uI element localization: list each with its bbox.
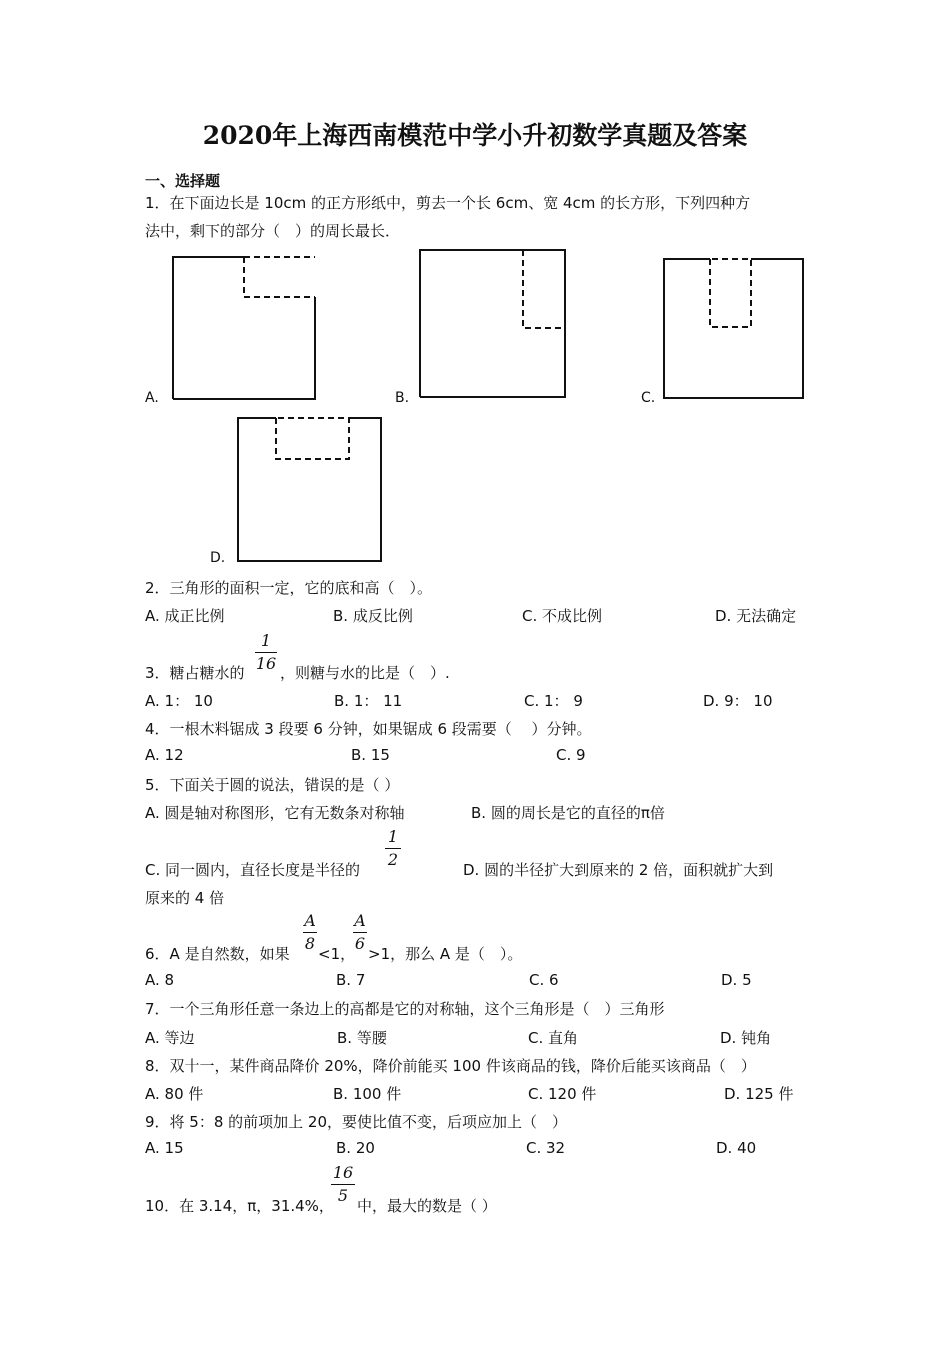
q8-stem: 8．双十一，某件商品降价 20%，降价前能买 100 件该商品的钱，降价后能买该商品（ ） <box>145 1057 756 1075</box>
q5-stem: 5．下面关于圆的说法，错误的是（ ） <box>145 776 400 794</box>
q8-option-d: D. 125 件 <box>724 1085 794 1103</box>
q3-frac-num: 1 <box>260 631 272 650</box>
q2-option-c: C. 不成比例 <box>522 607 603 625</box>
page-title: 2020年上海西南模范中学小升初数学真题及答案 <box>202 121 748 150</box>
q1-label-b: B. <box>395 390 410 406</box>
figure-c <box>662 256 806 400</box>
q8-option-b: B. 100 件 <box>333 1085 402 1103</box>
q2-option-a: A. 成正比例 <box>145 607 225 625</box>
q4-option-b: B. 15 <box>351 746 390 764</box>
figure-a <box>172 255 318 401</box>
q1-label-c: C. <box>641 390 656 406</box>
q9-option-b: B. 20 <box>336 1139 375 1157</box>
figure-d <box>236 416 384 564</box>
q10-stem-post: 中，最大的数是（ ） <box>357 1197 497 1215</box>
q6-option-a: A. 8 <box>145 971 175 989</box>
q1-stem-line1: 1．在下面边长是 10cm 的正方形纸中，剪去一个长 6cm、宽 4cm 的长方形，下列四种方 <box>145 194 751 212</box>
q7-option-c: C. 直角 <box>528 1029 579 1047</box>
q6-f2-num: A <box>354 911 366 930</box>
q10-stem-pre: 10．在 3.14，π，31.4%， <box>145 1197 334 1215</box>
q10-frac-den: 5 <box>337 1186 349 1205</box>
q3-option-c: C. 1： 9 <box>524 692 583 710</box>
q3-option-a: A. 1： 10 <box>145 692 213 710</box>
q9-option-a: A. 15 <box>145 1139 184 1157</box>
q3-option-b: B. 1： 11 <box>334 692 403 710</box>
q6-stem-post: >1，那么 A 是（ ）。 <box>368 945 523 963</box>
q7-option-b: B. 等腰 <box>337 1029 387 1047</box>
q5-option-c: C. 同一圆内，直径长度是半径的 <box>145 861 361 879</box>
q1-stem-line2: 法中，剩下的部分（ ）的周长最长． <box>145 222 401 240</box>
q6-fraction-1 <box>303 912 317 953</box>
q5-option-d-line2: 原来的 4 倍 <box>145 889 225 907</box>
q6-option-b: B. 7 <box>336 971 366 989</box>
q5-option-a: A. 圆是轴对称图形，它有无数条对称轴 <box>145 804 405 822</box>
q5-frac-den: 2 <box>387 850 399 869</box>
q1-label-d: D. <box>210 550 226 566</box>
q6-f2-den: 6 <box>354 934 366 953</box>
q5-frac-num: 1 <box>387 827 399 846</box>
q4-stem: 4．一根木料锯成 3 段要 6 分钟，如果锯成 6 段需要（ ）分钟。 <box>145 720 592 738</box>
q2-stem: 2．三角形的面积一定，它的底和高（ ）。 <box>145 579 433 597</box>
q8-option-c: C. 120 件 <box>528 1085 597 1103</box>
q1-label-a: A. <box>145 390 159 406</box>
q3-frac-den: 16 <box>255 654 277 673</box>
q5-option-d-line1: D. 圆的半径扩大到原来的 2 倍，面积就扩大到 <box>463 861 774 879</box>
q9-option-c: C. 32 <box>526 1139 566 1157</box>
q5-option-b: B. 圆的周长是它的直径的π倍 <box>471 804 665 822</box>
q7-option-a: A. 等边 <box>145 1029 195 1047</box>
q6-f1-den: 8 <box>304 934 316 953</box>
q6-option-c: C. 6 <box>529 971 559 989</box>
figure-b <box>419 248 569 398</box>
q6-f1-num: A <box>304 911 316 930</box>
q5-fraction <box>385 828 401 869</box>
q3-fraction <box>255 632 277 673</box>
q7-option-d: D. 钝角 <box>720 1029 772 1047</box>
q6-mid: <1， <box>318 945 356 963</box>
q9-option-d: D. 40 <box>716 1139 757 1157</box>
q2-option-b: B. 成反比例 <box>333 607 413 625</box>
q8-option-a: A. 80 件 <box>145 1085 204 1103</box>
q3-stem-pre: 3．糖占糖水的 <box>145 664 245 682</box>
q4-option-a: A. 12 <box>145 746 184 764</box>
q4-option-c: C. 9 <box>556 746 586 764</box>
q10-fraction <box>331 1164 355 1205</box>
q6-fraction-2 <box>353 912 367 953</box>
q9-stem: 9．将 5：8 的前项加上 20，要使比值不变，后项应加上（ ） <box>145 1113 568 1131</box>
q6-option-d: D. 5 <box>721 971 752 989</box>
q7-stem: 7．一个三角形任意一条边上的高都是它的对称轴，这个三角形是（ ）三角形 <box>145 1000 665 1018</box>
q6-stem-pre: 6．A 是自然数，如果 <box>145 945 290 963</box>
q3-stem-post: ，则糖与水的比是（ ）. <box>280 664 450 682</box>
section-heading: 一、选择题 <box>145 172 221 190</box>
q3-option-d: D. 9： 10 <box>703 692 773 710</box>
q2-option-d: D. 无法确定 <box>715 607 797 625</box>
q10-frac-num: 16 <box>332 1163 354 1182</box>
